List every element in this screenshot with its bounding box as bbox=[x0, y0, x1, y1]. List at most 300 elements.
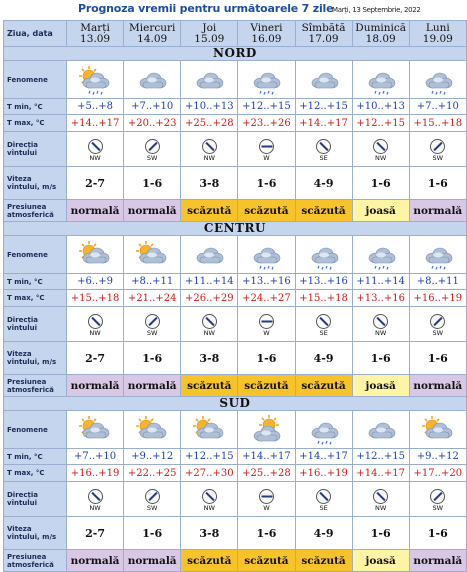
wind-cell bbox=[181, 307, 238, 342]
tmax-value: +20..+23 bbox=[124, 115, 181, 132]
pressure-value: scăzută bbox=[181, 375, 238, 397]
wind-speed-value: 2-7 bbox=[67, 167, 124, 200]
wind-direction bbox=[296, 489, 352, 512]
compass-icon bbox=[430, 314, 445, 329]
tmin-value: +12..+15 bbox=[352, 449, 409, 465]
wind-arrow-icon bbox=[148, 491, 157, 500]
wind-direction bbox=[181, 489, 237, 512]
wind-direction bbox=[410, 314, 466, 337]
region-title: NORD bbox=[4, 47, 467, 61]
tmax-value: +27..+30 bbox=[181, 465, 238, 482]
pressure-value: scăzută bbox=[295, 375, 352, 397]
weather-cell bbox=[124, 236, 181, 274]
tmin-value: +10..+13 bbox=[181, 99, 238, 115]
wind-cell bbox=[295, 482, 352, 517]
wind-direction bbox=[296, 139, 352, 162]
tmax-row bbox=[4, 465, 467, 482]
compass-icon bbox=[373, 314, 388, 329]
wind-cell bbox=[181, 132, 238, 167]
wind-dir-value: NW bbox=[89, 153, 101, 162]
cloudy-icon bbox=[307, 65, 341, 95]
partly-cloudy-icon bbox=[135, 240, 169, 270]
wind-arrow-icon bbox=[377, 141, 386, 150]
compass-icon bbox=[145, 139, 160, 154]
wind-arrow-icon bbox=[205, 316, 214, 325]
wind-speed-value: 1-6 bbox=[409, 342, 466, 375]
wind-arrow-icon bbox=[261, 320, 272, 322]
pressure-label: Presiunea atmosferică bbox=[4, 550, 67, 572]
wind-dir-value: NW bbox=[203, 153, 215, 162]
tmin-value: +7..+10 bbox=[124, 99, 181, 115]
wind-dir-value: NW bbox=[375, 503, 387, 512]
compass-icon bbox=[316, 139, 331, 154]
tmax-value: +15..+18 bbox=[67, 290, 124, 307]
weather-cell bbox=[124, 411, 181, 449]
wind-speed-value: 1-6 bbox=[352, 342, 409, 375]
phenomena-label: Fenomene bbox=[4, 61, 67, 99]
wind-arrow-icon bbox=[91, 491, 100, 500]
wind-speed-value: 2-7 bbox=[67, 517, 124, 550]
day-date: 15.09 bbox=[194, 32, 225, 45]
day-header bbox=[409, 21, 466, 47]
weather-cell bbox=[67, 411, 124, 449]
wind-cell bbox=[124, 482, 181, 517]
cloudy-rain-icon bbox=[307, 415, 341, 445]
cloudy-rain-icon bbox=[364, 65, 398, 95]
weather-cell bbox=[238, 61, 295, 99]
wind-cell bbox=[124, 307, 181, 342]
tmax-label: T max, °C bbox=[4, 465, 67, 482]
day-name: Marți bbox=[80, 21, 110, 34]
cloudy-icon bbox=[135, 65, 169, 95]
pressure-value: normală bbox=[409, 200, 466, 222]
weather-cell bbox=[295, 236, 352, 274]
pressure-value: scăzută bbox=[295, 550, 352, 572]
wind-direction bbox=[410, 139, 466, 162]
tmax-value: +17..+20 bbox=[409, 465, 466, 482]
wind-arrow-icon bbox=[377, 316, 386, 325]
wind-dir-value: NW bbox=[375, 328, 387, 337]
wind-direction bbox=[124, 489, 180, 512]
tmax-value: +16..+19 bbox=[295, 465, 352, 482]
tmax-value: +13..+16 bbox=[352, 290, 409, 307]
partly-cloudy-icon bbox=[78, 415, 112, 445]
wind-speed-label: Viteza vîntului, m/s bbox=[4, 342, 67, 375]
region-row bbox=[4, 47, 467, 61]
wind-dir-value: W bbox=[263, 153, 270, 162]
partly-cloudy-icon bbox=[78, 240, 112, 270]
phenomena-row bbox=[4, 411, 467, 449]
day-header bbox=[352, 21, 409, 47]
wind-dir-label: Direcția vîntului bbox=[4, 482, 67, 517]
tmax-label: T max, °C bbox=[4, 290, 67, 307]
wind-speed-value: 3-8 bbox=[181, 167, 238, 200]
pressure-value: joasă bbox=[352, 200, 409, 222]
sunny-cloud-icon bbox=[249, 415, 283, 445]
wind-dir-value: NW bbox=[89, 328, 101, 337]
compass-icon bbox=[259, 489, 274, 504]
wind-cell bbox=[409, 482, 466, 517]
pressure-value: scăzută bbox=[238, 550, 295, 572]
tmax-label: T max, °C bbox=[4, 115, 67, 132]
wind-dir-value: NW bbox=[203, 503, 215, 512]
tmin-value: +12..+15 bbox=[238, 99, 295, 115]
tmin-value: +12..+15 bbox=[295, 99, 352, 115]
day-date: 16.09 bbox=[251, 32, 282, 45]
tmax-value: +22..+25 bbox=[124, 465, 181, 482]
wind-dir-value: SW bbox=[146, 503, 158, 512]
pressure-label: Presiunea atmosferică bbox=[4, 375, 67, 397]
tmax-value: +16..+19 bbox=[67, 465, 124, 482]
page-title: Prognoza vremii pentru următoarele 7 zile bbox=[78, 2, 334, 15]
wind-speed-value: 1-6 bbox=[124, 342, 181, 375]
wind-dir-value: NW bbox=[89, 503, 101, 512]
wind-cell bbox=[409, 307, 466, 342]
wind-direction bbox=[124, 314, 180, 337]
weather-cell bbox=[409, 236, 466, 274]
compass-icon bbox=[373, 139, 388, 154]
wind-arrow-icon bbox=[434, 316, 443, 325]
tmin-value: +13..+16 bbox=[295, 274, 352, 290]
tmax-row bbox=[4, 115, 467, 132]
day-name: Duminică bbox=[355, 21, 407, 34]
wind-cell bbox=[67, 307, 124, 342]
wind-direction bbox=[410, 489, 466, 512]
tmax-row bbox=[4, 290, 467, 307]
speed-row bbox=[4, 167, 467, 200]
cloudy-icon bbox=[192, 65, 226, 95]
phenomena-label: Fenomene bbox=[4, 236, 67, 274]
tmax-value: +23..+26 bbox=[238, 115, 295, 132]
wind-speed-value: 3-8 bbox=[181, 342, 238, 375]
wind-direction bbox=[181, 139, 237, 162]
tmax-value: +14..+17 bbox=[352, 465, 409, 482]
tmax-value: +25..+28 bbox=[181, 115, 238, 132]
wind-speed-value: 1-6 bbox=[352, 517, 409, 550]
day-date: 18.09 bbox=[365, 32, 396, 45]
compass-icon bbox=[259, 139, 274, 154]
wind-arrow-icon bbox=[91, 141, 100, 150]
tmin-value: +8..+11 bbox=[124, 274, 181, 290]
wind-speed-value: 1-6 bbox=[238, 342, 295, 375]
tmin-value: +8..+11 bbox=[409, 274, 466, 290]
tmin-value: +10..+13 bbox=[352, 99, 409, 115]
wind-speed-value: 4-9 bbox=[295, 517, 352, 550]
wind-speed-value: 1-6 bbox=[409, 167, 466, 200]
forecast-table bbox=[3, 20, 467, 572]
tmax-value: +26..+29 bbox=[181, 290, 238, 307]
region-row bbox=[4, 397, 467, 411]
wind-dir-value: W bbox=[263, 503, 270, 512]
wind-dir-value: SW bbox=[432, 153, 444, 162]
pressure-row bbox=[4, 550, 467, 572]
wind-direction bbox=[181, 314, 237, 337]
cloudy-rain-icon bbox=[249, 65, 283, 95]
tmax-value: +14..+17 bbox=[67, 115, 124, 132]
wind-dir-value: SW bbox=[146, 153, 158, 162]
tmin-row bbox=[4, 274, 467, 290]
wind-dir-label: Direcția vîntului bbox=[4, 132, 67, 167]
phenomena-row bbox=[4, 61, 467, 99]
pressure-row bbox=[4, 375, 467, 397]
weather-cell bbox=[124, 61, 181, 99]
weather-cell bbox=[67, 236, 124, 274]
tmin-label: T min, °C bbox=[4, 99, 67, 115]
wind-arrow-icon bbox=[434, 141, 443, 150]
day-date-label: Ziua, data bbox=[4, 21, 67, 47]
pressure-value: normală bbox=[409, 375, 466, 397]
wind-cell bbox=[238, 482, 295, 517]
wind-speed-value: 1-6 bbox=[238, 517, 295, 550]
tmin-value: +12..+15 bbox=[181, 449, 238, 465]
tmin-label: T min, °C bbox=[4, 449, 67, 465]
wind-dir-value: SE bbox=[319, 503, 328, 512]
wind-cell bbox=[352, 132, 409, 167]
wind-speed-value: 1-6 bbox=[124, 167, 181, 200]
day-name: Vineri bbox=[250, 21, 283, 34]
weather-cell bbox=[238, 411, 295, 449]
wind-direction bbox=[67, 489, 123, 512]
day-header bbox=[238, 21, 295, 47]
day-name: Sîmbătă bbox=[301, 21, 346, 34]
weather-cell bbox=[352, 61, 409, 99]
wind-speed-value: 1-6 bbox=[409, 517, 466, 550]
pressure-value: normală bbox=[409, 550, 466, 572]
wind-arrow-icon bbox=[434, 491, 443, 500]
day-header bbox=[181, 21, 238, 47]
compass-icon bbox=[430, 489, 445, 504]
tmax-value: +25..+28 bbox=[238, 465, 295, 482]
compass-icon bbox=[145, 489, 160, 504]
pressure-value: scăzută bbox=[238, 375, 295, 397]
tmin-value: +6..+9 bbox=[67, 274, 124, 290]
pressure-value: scăzută bbox=[181, 550, 238, 572]
wind-direction bbox=[353, 314, 409, 337]
compass-icon bbox=[202, 139, 217, 154]
wind-arrow-icon bbox=[261, 145, 272, 147]
pressure-value: joasă bbox=[352, 550, 409, 572]
wind-cell bbox=[409, 132, 466, 167]
weather-cell bbox=[181, 236, 238, 274]
day-header bbox=[295, 21, 352, 47]
partly-cloudy-icon bbox=[135, 415, 169, 445]
wind-arrow-icon bbox=[148, 141, 157, 150]
wind-cell bbox=[181, 482, 238, 517]
wind-cell bbox=[352, 482, 409, 517]
wind-cell bbox=[124, 132, 181, 167]
wind-direction bbox=[67, 139, 123, 162]
tmin-label: T min, °C bbox=[4, 274, 67, 290]
cloudy-rain-icon bbox=[421, 65, 455, 95]
day-name: Luni bbox=[425, 21, 450, 34]
phenomena-row bbox=[4, 236, 467, 274]
speed-row bbox=[4, 517, 467, 550]
wind-row bbox=[4, 307, 467, 342]
wind-dir-value: NW bbox=[203, 328, 215, 337]
wind-speed-label: Viteza vîntului, m/s bbox=[4, 167, 67, 200]
wind-speed-value: 4-9 bbox=[295, 167, 352, 200]
wind-dir-value: W bbox=[263, 328, 270, 337]
wind-dir-value: NW bbox=[375, 153, 387, 162]
wind-direction bbox=[296, 314, 352, 337]
cloudy-rain-icon bbox=[249, 240, 283, 270]
pressure-value: normală bbox=[124, 200, 181, 222]
weather-cell bbox=[409, 411, 466, 449]
current-date: Marți, 13 Septembrie, 2022 bbox=[332, 6, 421, 14]
wind-dir-label: Direcția vîntului bbox=[4, 307, 67, 342]
day-header bbox=[67, 21, 124, 47]
tmin-value: +9..+12 bbox=[124, 449, 181, 465]
compass-icon bbox=[88, 489, 103, 504]
pressure-value: scăzută bbox=[238, 200, 295, 222]
compass-icon bbox=[88, 139, 103, 154]
wind-direction bbox=[124, 139, 180, 162]
wind-arrow-icon bbox=[377, 491, 386, 500]
pressure-row bbox=[4, 200, 467, 222]
partly-cloudy-rain-icon bbox=[78, 65, 112, 95]
cloudy-icon bbox=[364, 415, 398, 445]
pressure-label: Presiunea atmosferică bbox=[4, 200, 67, 222]
tmax-value: +15..+18 bbox=[295, 290, 352, 307]
compass-icon bbox=[88, 314, 103, 329]
compass-icon bbox=[202, 489, 217, 504]
wind-arrow-icon bbox=[205, 141, 214, 150]
partly-cloudy-icon bbox=[421, 415, 455, 445]
wind-arrow-icon bbox=[319, 316, 328, 325]
wind-dir-value: SE bbox=[319, 328, 328, 337]
pressure-value: joasă bbox=[352, 375, 409, 397]
wind-speed-value: 2-7 bbox=[67, 342, 124, 375]
cloudy-icon bbox=[192, 240, 226, 270]
wind-row bbox=[4, 132, 467, 167]
wind-cell bbox=[238, 307, 295, 342]
compass-icon bbox=[259, 314, 274, 329]
speed-row bbox=[4, 342, 467, 375]
wind-speed-label: Viteza vîntului, m/s bbox=[4, 517, 67, 550]
tmax-value: +14..+17 bbox=[295, 115, 352, 132]
tmax-value: +24..+27 bbox=[238, 290, 295, 307]
tmax-value: +15..+18 bbox=[409, 115, 466, 132]
tmin-value: +14..+17 bbox=[238, 449, 295, 465]
wind-direction bbox=[238, 139, 294, 162]
weather-cell bbox=[181, 61, 238, 99]
weather-cell bbox=[409, 61, 466, 99]
tmax-value: +12..+15 bbox=[352, 115, 409, 132]
day-date: 19.09 bbox=[422, 32, 453, 45]
region-row bbox=[4, 222, 467, 236]
pressure-value: normală bbox=[67, 200, 124, 222]
day-date: 17.09 bbox=[308, 32, 339, 45]
tmax-value: +21..+24 bbox=[124, 290, 181, 307]
weather-cell bbox=[295, 411, 352, 449]
tmin-row bbox=[4, 99, 467, 115]
weather-cell bbox=[295, 61, 352, 99]
page-header bbox=[0, 0, 466, 18]
tmin-value: +11..+14 bbox=[352, 274, 409, 290]
tmin-value: +7..+10 bbox=[67, 449, 124, 465]
weather-cell bbox=[238, 236, 295, 274]
pressure-value: scăzută bbox=[295, 200, 352, 222]
wind-direction bbox=[238, 314, 294, 337]
wind-dir-value: SW bbox=[146, 328, 158, 337]
wind-cell bbox=[295, 132, 352, 167]
day-header bbox=[124, 21, 181, 47]
wind-direction bbox=[67, 314, 123, 337]
tmin-value: +7..+10 bbox=[409, 99, 466, 115]
wind-arrow-icon bbox=[319, 491, 328, 500]
wind-arrow-icon bbox=[261, 495, 272, 497]
pressure-value: scăzută bbox=[181, 200, 238, 222]
wind-speed-value: 3-8 bbox=[181, 517, 238, 550]
compass-icon bbox=[430, 139, 445, 154]
weather-cell bbox=[352, 411, 409, 449]
day-date: 13.09 bbox=[80, 32, 111, 45]
wind-dir-value: SE bbox=[319, 153, 328, 162]
compass-icon bbox=[145, 314, 160, 329]
partly-cloudy-icon bbox=[192, 415, 226, 445]
header-row bbox=[4, 21, 467, 47]
weather-cell bbox=[67, 61, 124, 99]
phenomena-label: Fenomene bbox=[4, 411, 67, 449]
wind-cell bbox=[352, 307, 409, 342]
wind-arrow-icon bbox=[205, 491, 214, 500]
cloudy-rain-icon bbox=[421, 240, 455, 270]
weather-cell bbox=[181, 411, 238, 449]
region-title: CENTRU bbox=[4, 222, 467, 236]
wind-cell bbox=[295, 307, 352, 342]
wind-cell bbox=[67, 132, 124, 167]
weather-cell bbox=[352, 236, 409, 274]
wind-dir-value: SW bbox=[432, 503, 444, 512]
tmin-value: +14..+17 bbox=[295, 449, 352, 465]
wind-direction bbox=[238, 489, 294, 512]
pressure-value: normală bbox=[124, 375, 181, 397]
wind-speed-value: 1-6 bbox=[352, 167, 409, 200]
pressure-value: normală bbox=[67, 375, 124, 397]
wind-speed-value: 4-9 bbox=[295, 342, 352, 375]
wind-direction bbox=[353, 489, 409, 512]
pressure-value: normală bbox=[124, 550, 181, 572]
compass-icon bbox=[373, 489, 388, 504]
tmin-row bbox=[4, 449, 467, 465]
wind-arrow-icon bbox=[148, 316, 157, 325]
day-name: Miercuri bbox=[129, 21, 176, 34]
wind-speed-value: 1-6 bbox=[124, 517, 181, 550]
region-title: SUD bbox=[4, 397, 467, 411]
day-date: 14.09 bbox=[137, 32, 168, 45]
compass-icon bbox=[316, 489, 331, 504]
wind-arrow-icon bbox=[319, 141, 328, 150]
wind-row bbox=[4, 482, 467, 517]
tmin-value: +9..+12 bbox=[409, 449, 466, 465]
tmin-value: +11..+14 bbox=[181, 274, 238, 290]
wind-cell bbox=[67, 482, 124, 517]
wind-cell bbox=[238, 132, 295, 167]
cloudy-rain-icon bbox=[307, 240, 341, 270]
compass-icon bbox=[202, 314, 217, 329]
wind-dir-value: SW bbox=[432, 328, 444, 337]
tmin-value: +13..+16 bbox=[238, 274, 295, 290]
compass-icon bbox=[316, 314, 331, 329]
tmax-value: +16..+19 bbox=[409, 290, 466, 307]
day-name: Joi bbox=[202, 21, 217, 34]
wind-direction bbox=[353, 139, 409, 162]
cloudy-rain-icon bbox=[364, 240, 398, 270]
wind-speed-value: 1-6 bbox=[238, 167, 295, 200]
tmin-value: +5..+8 bbox=[67, 99, 124, 115]
pressure-value: normală bbox=[67, 550, 124, 572]
wind-arrow-icon bbox=[91, 316, 100, 325]
